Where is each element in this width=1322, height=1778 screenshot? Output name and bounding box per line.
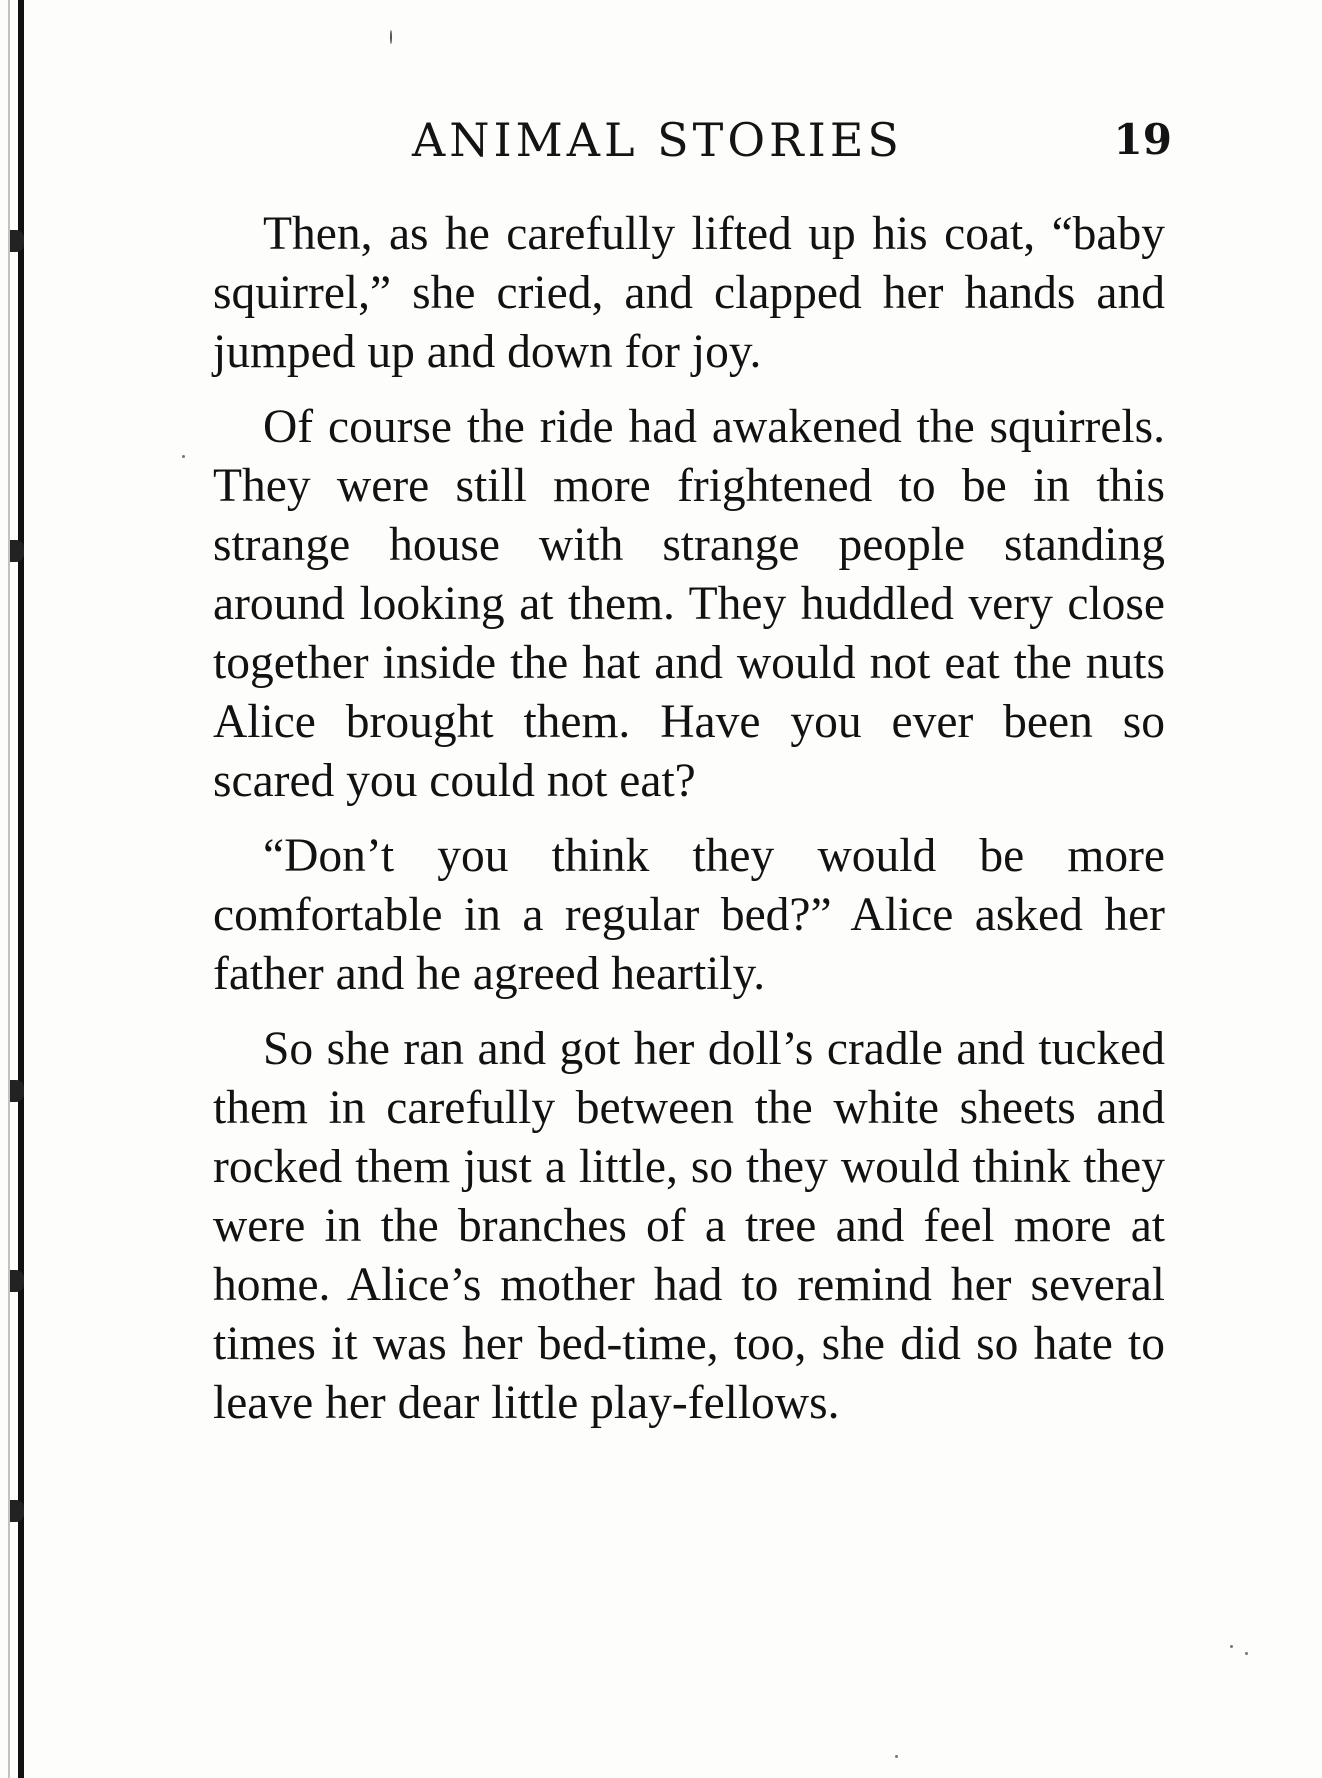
paragraph: So she ran and got her doll’s cradle and tucked them in carefully between the white sheets and rocked them just a little, so they would think they were in the branches of a tree and feel more at home. Alice’s mother had to remind her several times it was her bed-time, too, she did so hate to leave her dear little play-fellows. [213,1023,1165,1429]
body-text [213,205,1165,1449]
scan-speck [895,1755,898,1758]
binding-mark [10,540,24,562]
paragraph: Of course the ride had awakened the squirrels. They were still more frightened to be in this strange house with strange people standing around looking at them. They huddled very close together inside the hat and would not eat the nuts Alice brought them. Have you ever been so scared you could not eat? [213,401,1165,807]
scan-speck [182,455,185,458]
paragraph: Then, as he carefully lifted up his coat, “baby squirrel,” she cried, and clapped her hands and jumped up and down for joy. [213,208,1165,378]
running-header [412,110,1172,170]
paragraph: “Don’t you think they would be more comfortable in a regular bed?” Alice asked her father and he agreed heartily. [213,830,1165,1000]
binding-mark [10,1080,24,1102]
binding-mark [10,1500,24,1522]
scan-speck [390,30,392,44]
scan-speck [1245,1652,1248,1655]
running-title: ANIMAL STORIES [412,113,903,167]
binding-mark [10,1270,24,1292]
binding-mark [10,230,24,252]
page-number: 19 [1113,115,1172,164]
scan-speck [1230,1645,1233,1648]
